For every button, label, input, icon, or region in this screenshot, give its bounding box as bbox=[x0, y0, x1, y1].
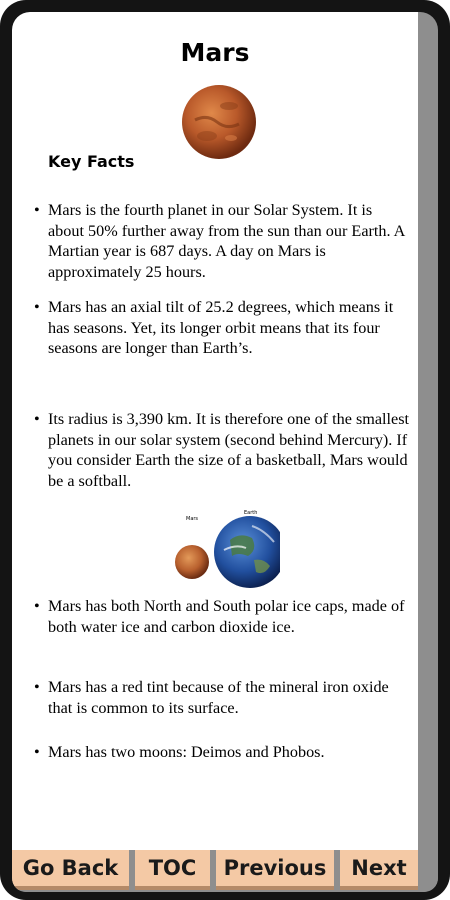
fact-item bbox=[34, 297, 410, 359]
fact-text: Mars has both North and South polar ice caps, made of both water ice and carbon dioxide ice. bbox=[48, 597, 405, 636]
content-page[interactable] bbox=[12, 12, 418, 850]
previous-button[interactable]: Previous bbox=[216, 850, 334, 890]
bottom-nav-bar bbox=[12, 850, 438, 892]
fact-item bbox=[34, 596, 410, 637]
section-heading: Key Facts bbox=[48, 152, 135, 171]
screen bbox=[12, 12, 438, 892]
mars-image bbox=[181, 84, 257, 160]
mars-label: Mars bbox=[186, 516, 199, 522]
fact-text: Mars has a red tint because of the mineral iron oxide that is common to its surface. bbox=[48, 678, 389, 717]
earth-label: Earth bbox=[244, 510, 258, 516]
go-back-button[interactable]: Go Back bbox=[12, 850, 129, 890]
bullet: • bbox=[34, 743, 40, 761]
fact-text: Mars has two moons: Deimos and Phobos. bbox=[48, 743, 325, 761]
page-title: Mars bbox=[180, 38, 250, 67]
bullet: • bbox=[34, 298, 40, 316]
fact-text: Its radius is 3,390 km. It is therefore one of the smallest planets in our solar system (second behind Mercury). If you consider Earth the size of a basketball, Mars would be a softball. bbox=[48, 410, 409, 490]
fact-text: Mars has an axial tilt of 25.2 degrees, which means it has seasons. Yet, its longer orbit means that its four seasons are longer than Earth’s. bbox=[48, 298, 394, 357]
fact-item bbox=[34, 200, 410, 282]
bullet: • bbox=[34, 678, 40, 696]
fact-item bbox=[34, 742, 410, 763]
fact-item bbox=[34, 409, 410, 491]
toc-button[interactable]: TOC bbox=[135, 850, 210, 890]
bullet: • bbox=[34, 410, 40, 428]
next-button[interactable]: Next bbox=[340, 850, 418, 890]
bullet: • bbox=[34, 201, 40, 219]
mars-earth-comparison-image bbox=[160, 510, 280, 590]
fact-text: Mars is the fourth planet in our Solar System. It is about 50% further away from the sun than our Earth. A Martian year is 687 days. A day on Mars is approximately 25 hours. bbox=[48, 201, 405, 281]
fact-item bbox=[34, 677, 410, 718]
bullet: • bbox=[34, 597, 40, 615]
